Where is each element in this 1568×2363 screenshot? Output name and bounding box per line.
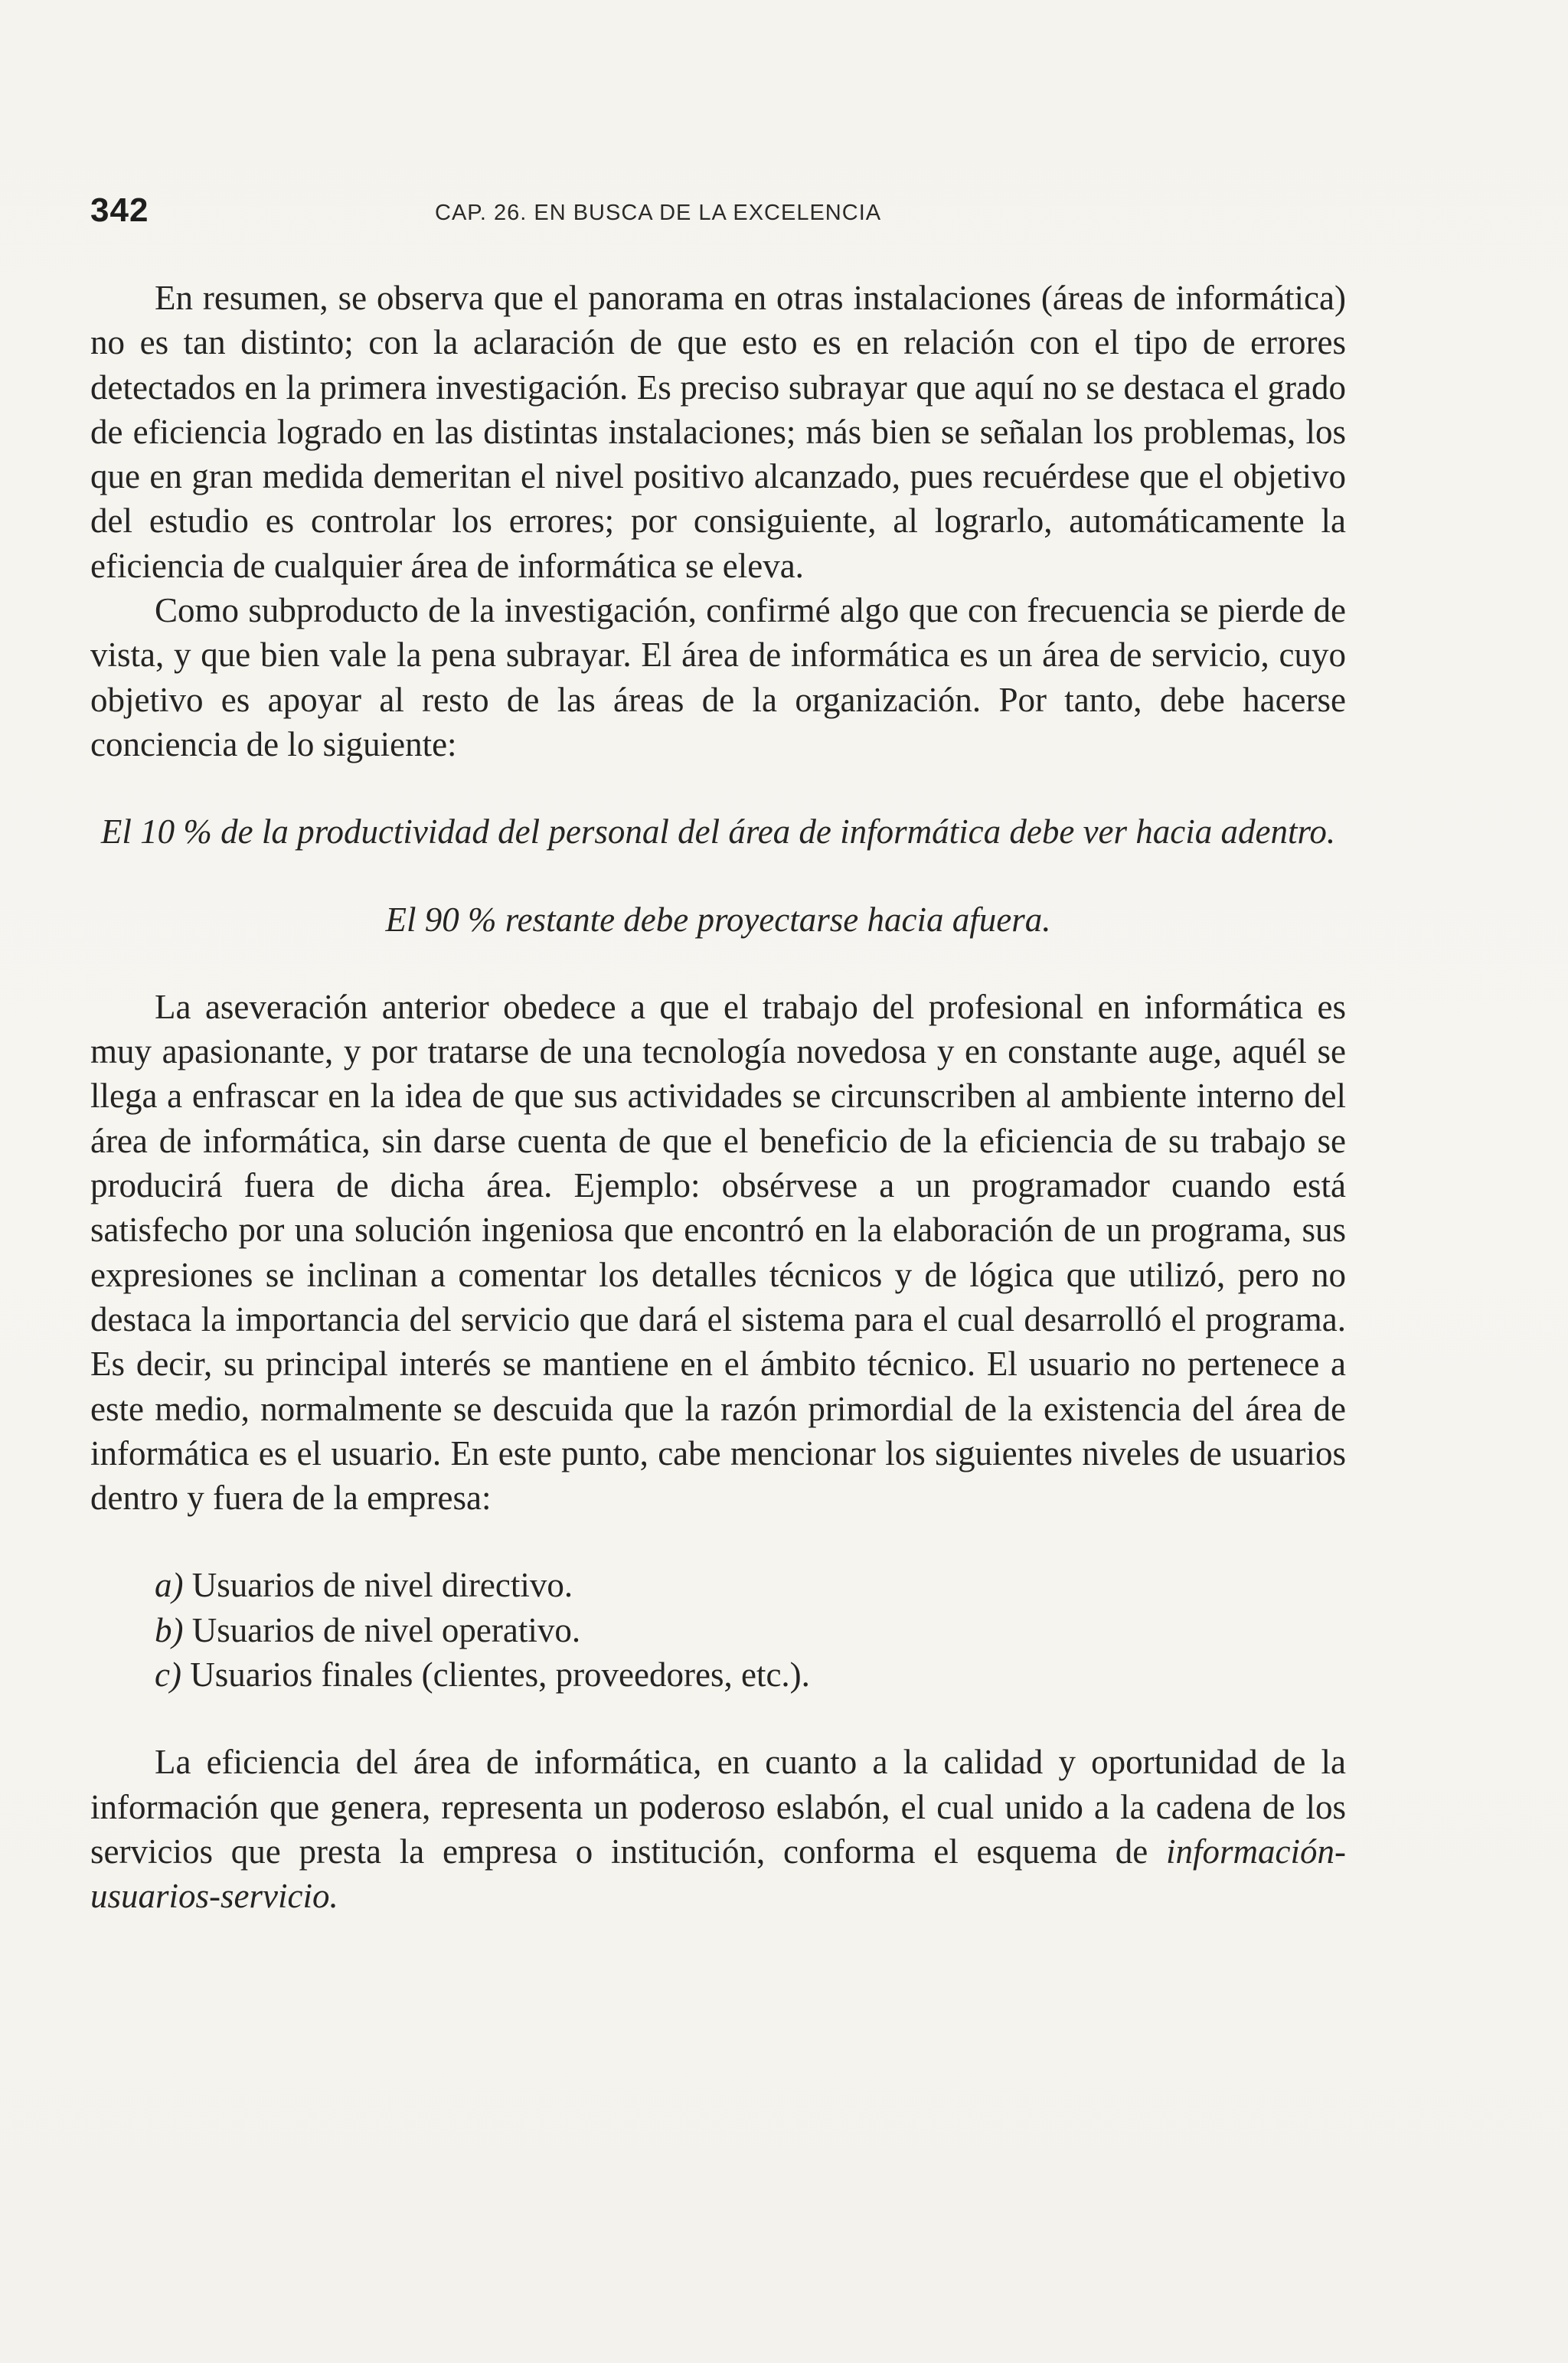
list-item xyxy=(90,1608,1346,1652)
list-item-text: Usuarios de nivel operativo. xyxy=(191,1610,581,1649)
paragraph-text: La eficiencia del área de informática, en cuanto a la calidad y oportunidad de la información que genera, representa un poderoso eslabón, el cual unido a la cadena de los servicios que presta la empresa o institución, conforma el esquema de xyxy=(90,1743,1346,1871)
user-levels-list xyxy=(90,1563,1346,1697)
body-text xyxy=(90,276,1346,1919)
list-marker: c) xyxy=(155,1655,191,1695)
paragraph: En resumen, se observa que el panorama en otras instalaciones (áreas de informática) no es tan distinto; con la aclaración de que esto es en relación con el tipo de errores detectados en la primera investigación. Es preciso subrayar que aquí no se destaca el grado de eficiencia logrado en las distintas instalaciones; más bien se señalan los problemas, los que en gran medida demeritan el nivel positivo alcanzado, pues recuérdese que el objetivo del estudio es controlar los errores; por consiguiente, al lograrlo, automáticamente la eficiencia de cualquier área de informática se eleva. xyxy=(90,279,1346,585)
list-item-text: Usuarios de nivel directivo. xyxy=(191,1566,573,1605)
list-item xyxy=(90,1652,1346,1697)
paragraph: Como subproducto de la investigación, confirmé algo que con frecuencia se pierde de vista, y que bien vale la pena subrayar. El área de informática es un área de servicio, cuyo objetivo es apoyar al resto de las áreas de la organización. Por tanto, debe hacerse conciencia de lo siguiente: xyxy=(90,591,1346,763)
paragraph: La aseveración anterior obedece a que el trabajo del profesional en informática es muy apasionante, y por tratarse de una tecnología novedosa y en constante auge, aquél se llega a enfrascar en la idea de que sus actividades se circunscriben al ambiente interno del área de informática, sin darse cuenta de que el beneficio de la eficiencia de su trabajo se producirá fuera de dicha área. Ejemplo: obsérvese a un programador cuando está satisfecho por una solución ingeniosa que encontró en la elaboración de un programa, sus expresiones se inclinan a comentar los detalles técnicos y de lógica que utilizó, pero no destaca la importancia del servicio que dará el sistema para el cual desarrolló el programa. Es decir, su principal interés se mantiene en el ámbito técnico. El usuario no pertenece a este medio, normalmente se descuida que la razón primordial de la existencia del área de informática es el usuario. En este punto, cabe mencionar los siguientes niveles de usuarios dentro y fuera de la empresa: xyxy=(90,987,1346,1518)
list-marker: b) xyxy=(155,1610,192,1649)
list-item-text: Usuarios finales (clientes, proveedores, etc.). xyxy=(190,1655,810,1695)
emphasis-statement: El 90 % restante debe proyectarse hacia afuera. xyxy=(385,900,1051,939)
list-marker: a) xyxy=(155,1566,192,1605)
page-number: 342 xyxy=(90,191,149,229)
chapter-title: CAP. 26. EN BUSCA DE LA EXCELENCIA xyxy=(435,201,882,225)
list-item xyxy=(90,1563,1346,1607)
paragraph xyxy=(90,1740,1346,1918)
emphasis-statement: El 10 % de la productividad del personal del área de informática debe ver hacia adentro. xyxy=(100,812,1336,851)
italic-term: información-usuarios-servicio. xyxy=(90,1832,1346,1916)
running-head xyxy=(90,191,1346,237)
